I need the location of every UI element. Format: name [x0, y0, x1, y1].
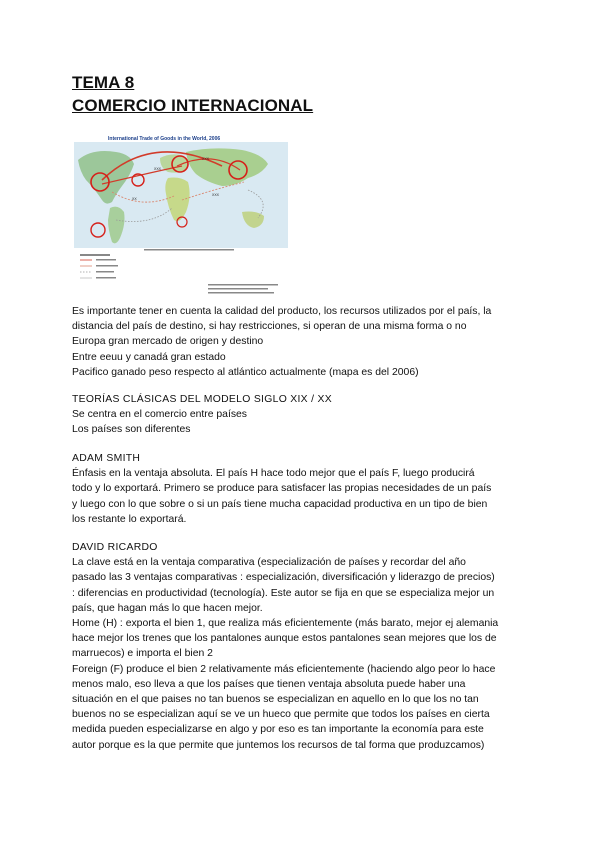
adam-smith-line: todo y lo exportará. Primero se produce para satisfacer las propias necesidades de un país	[72, 483, 492, 495]
david-ricardo-line: país, que hagan más lo que hacen mejor.	[72, 602, 263, 614]
david-ricardo-line: buenos no se especializan aquí se ve un hueco que permite que todos los países en cierta	[72, 709, 490, 721]
intro-section	[72, 304, 532, 380]
david-ricardo-line: medida pueden especializarse en algo y por eso es tan importante la economía para este	[72, 724, 484, 736]
david-ricardo-heading: DAVID RICARDO	[72, 542, 158, 553]
david-ricardo-line: La clave está en la ventaja comparativa (especialización de países y recordar del año	[72, 557, 466, 569]
document-title-line-1: TEMA 8	[72, 73, 135, 92]
david-ricardo-line: autor porque es la que permite que juntemos los recursos de tal forma que produzcamos)	[72, 739, 485, 751]
svg-text:XX: XX	[132, 197, 137, 201]
david-ricardo-line: : diferencias en productividad (tecnología). Este autor se fija en que se especializa mejor un	[72, 587, 495, 599]
david-ricardo-section	[72, 540, 532, 753]
svg-text:XXX: XXX	[202, 157, 210, 161]
adam-smith-section	[72, 451, 532, 527]
map-title: International Trade of Goods in the World, 2006	[108, 136, 221, 142]
intro-line: Pacifico ganado peso respecto al atlántico actualmente (mapa es del 2006)	[72, 366, 419, 378]
intro-line: distancia del país de destino, si hay restricciones, si operan de una misma forma o no	[72, 321, 467, 333]
svg-text:XXX: XXX	[154, 167, 162, 171]
intro-line: Europa gran mercado de origen y destino	[72, 336, 264, 348]
david-ricardo-line: menos malo, eso lleva a que los países que tienen ventaja absoluta puede haber una	[72, 678, 466, 690]
david-ricardo-line: marruecos) e importa el bien 2	[72, 648, 213, 660]
classic-theories-line: Se centra en el comercio entre países	[72, 409, 248, 421]
intro-line: Es importante tener en cuenta la calidad del producto, los recursos utilizados por el país, la	[72, 306, 492, 317]
classic-theories-heading: TEORÍAS CLÁSICAS DEL MODELO SIGLO XIX / XX	[72, 394, 332, 405]
david-ricardo-line: pasado las 3 ventajas comparativas : especialización, diversificación y liderazgo de precios)	[72, 572, 495, 584]
adam-smith-line: y luego con lo que sobre o si un país tiene mucha capacidad productiva en un tipo de bien	[72, 498, 488, 510]
classic-theories-section	[72, 392, 532, 438]
svg-text:XXX: XXX	[212, 193, 220, 197]
classic-theories-line: Los países son diferentes	[72, 424, 191, 436]
david-ricardo-line: hace mejor los trenes que los pantalones aunque estos pantalones sean mejores que los de	[72, 633, 497, 645]
adam-smith-line: Énfasis en la ventaja absoluta. El país H hace todo mejor que el país F, luego producirá	[72, 468, 475, 480]
david-ricardo-line: Foreign (F) produce el bien 2 relativamente más eficientemente (haciendo algo peor lo hace	[72, 663, 496, 675]
world-trade-map-icon	[72, 130, 290, 300]
document-title-line-2: COMERCIO INTERNACIONAL	[72, 96, 314, 115]
adam-smith-heading: ADAM SMITH	[72, 453, 141, 464]
adam-smith-line: los restante lo exportará.	[72, 513, 187, 525]
intro-line: Entre eeuu y canadá gran estado	[72, 351, 226, 363]
world-trade-map-figure	[72, 130, 290, 300]
david-ricardo-line: Home (H) : exporta el bien 1, que realiza más eficientemente (más barato, mejor ej alemania	[72, 618, 499, 630]
david-ricardo-line: situación en el que paises no tan buenos se especializan en aquello en lo que los no tan	[72, 694, 479, 706]
